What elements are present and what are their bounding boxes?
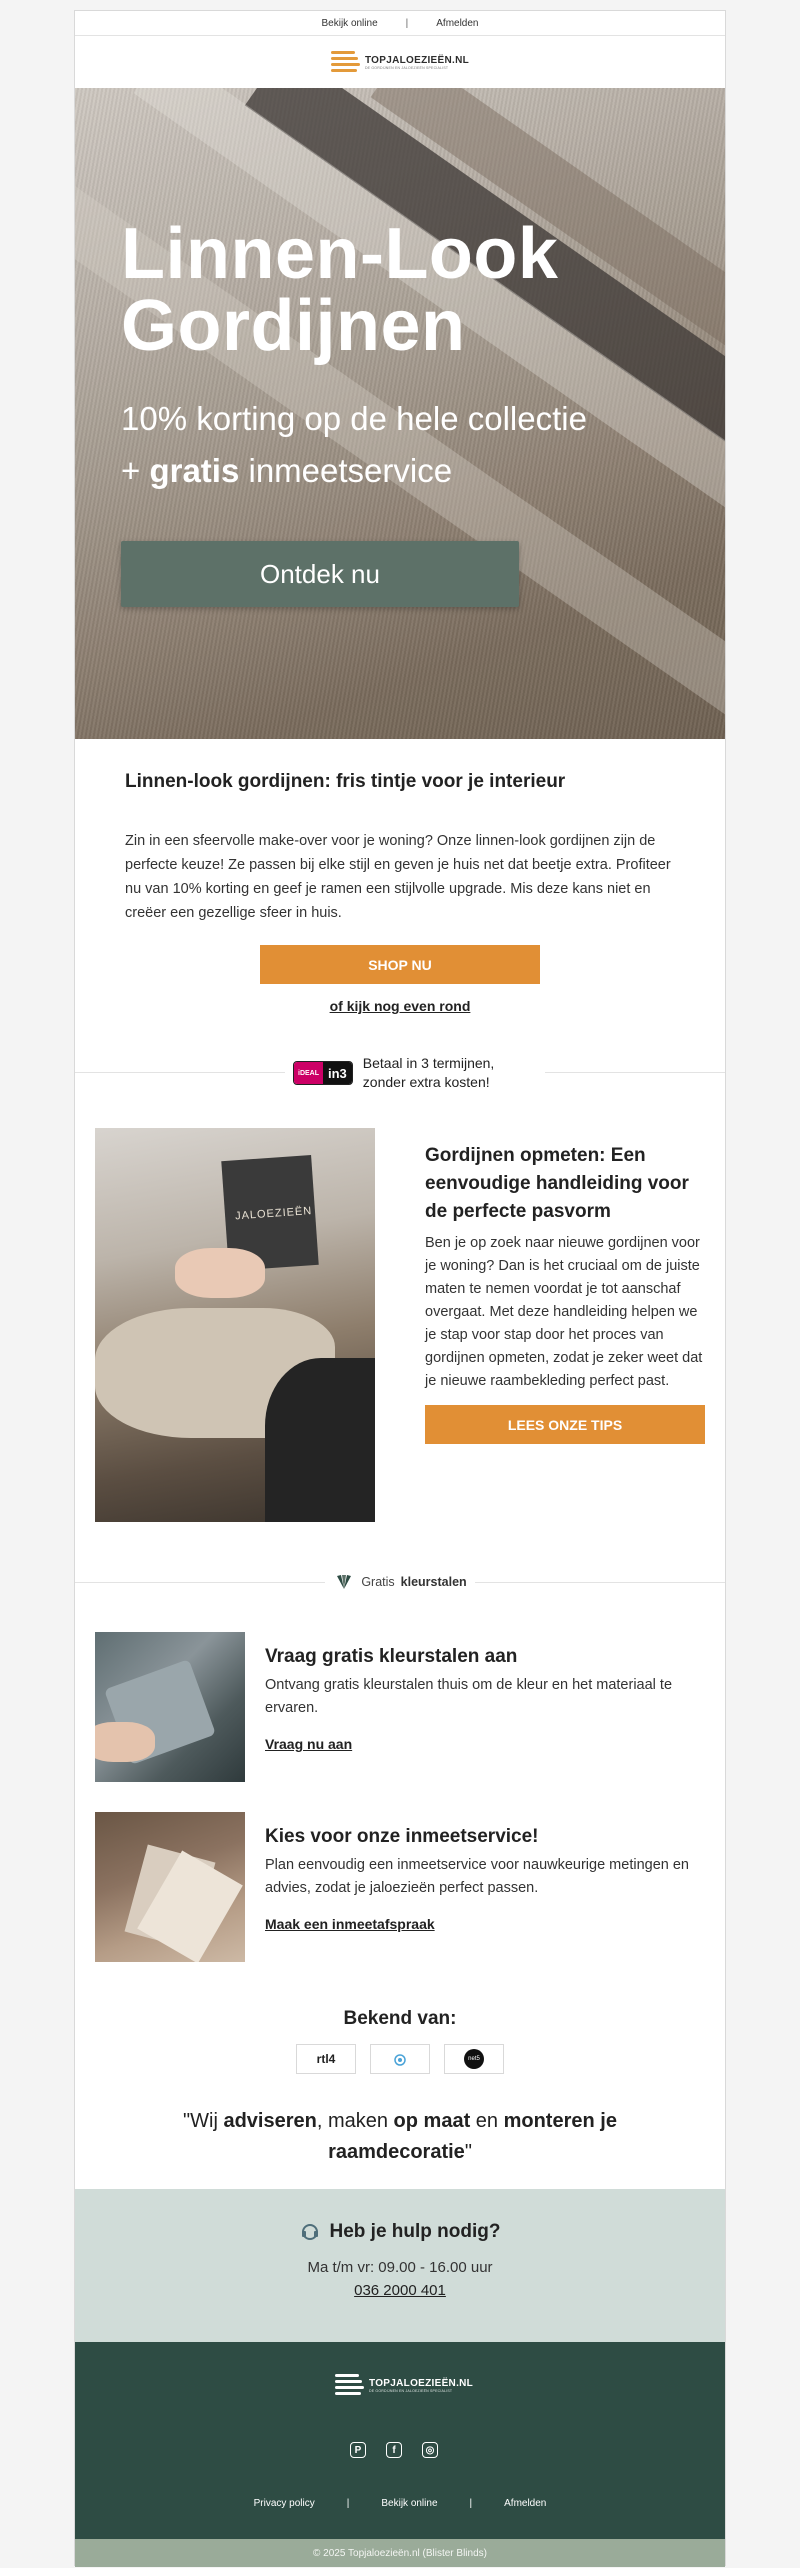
top-bar-separator: | [405, 17, 409, 29]
footer-logo-tagline: DE GORDIJNEN EN JALOEZIEËN SPECIALIST [369, 2388, 453, 2393]
hero-service: + gratis inmeetservice [121, 452, 453, 489]
sleeve-shape [265, 1358, 375, 1522]
shop-now-button[interactable]: SHOP NU [260, 945, 540, 984]
sample-request-heading: Vraag gratis kleurstalen aan [265, 1646, 518, 1667]
in3-badge: in3 [323, 1062, 352, 1084]
footer-logo[interactable] [335, 2372, 473, 2398]
slogan-quote: "Wij adviseren, maken op maat en monteren je raamdecoratie" [183, 2110, 617, 2163]
known-from-heading: Bekend van: [343, 2008, 457, 2029]
measure-service-body: Plan eenvoudig een inmeetservice voor nauwkeurige metingen en advies, zodat je jaloezieën perfect passen. [265, 1857, 689, 1896]
footer-links [75, 2498, 725, 2509]
sample-request-card [75, 1632, 725, 1782]
social-links [350, 2442, 438, 2458]
hero-banner[interactable] [75, 88, 725, 739]
payment-divider [75, 1048, 725, 1098]
intro-heading: Linnen-look gordijnen: fris tintje voor je interieur [125, 771, 566, 792]
sample-request-body: Ontvang gratis kleurstalen thuis om de kleur en het materiaal te ervaren. [265, 1677, 673, 1716]
in3-payment-info [285, 1048, 545, 1098]
browse-link[interactable]: of kijk nog even rond [329, 998, 471, 1014]
top-bar [75, 11, 725, 36]
footer-unsubscribe-link[interactable]: Afmelden [504, 2498, 547, 2509]
read-tips-button[interactable]: LEES ONZE TIPS [425, 1405, 705, 1444]
measuring-guide-image[interactable] [95, 1128, 375, 1522]
swatch-fan-icon [333, 1574, 355, 1590]
intro-body: Zin in een sfeervolle make-over voor je woning? Onze linnen-look gordijnen zijn de perfecte keuze! Ze passen bij elke stijl en geven je huis net dat beetje extra. Profiteer nu van 10% korting en geef je ramen een stijlvolle upgrade. Mis deze kans niet en creëer een gezellige sfeer in huis. [125, 833, 671, 921]
hero-title-line2: Gordijnen [121, 286, 466, 366]
brand-logo[interactable] [331, 49, 469, 75]
headset-icon [300, 2222, 320, 2242]
hero-title [121, 214, 559, 366]
phone-link[interactable]: 036 2000 401 [354, 2282, 446, 2299]
logo-name: TOPJALOEZIEËN.NL [364, 54, 470, 66]
hero-title-line1: Linnen-Look [121, 214, 559, 294]
footer-view-online-link[interactable]: Bekijk online [381, 2498, 438, 2509]
free-samples-label: Gratis kleurstalen [325, 1570, 475, 1594]
hand-shape [175, 1248, 265, 1298]
pinterest-icon[interactable]: P [350, 2442, 366, 2458]
request-now-link[interactable]: Vraag nu aan [265, 1736, 353, 1752]
logo-blinds-icon [331, 49, 361, 75]
hero-discount: 10% korting op de hele collectie [121, 400, 587, 437]
instagram-icon[interactable]: ◎ [422, 2442, 438, 2458]
view-online-link[interactable]: Bekijk online [321, 17, 378, 29]
guide-body: Ben je op zoek naar nieuwe gordijnen voor je woning? Dan is het cruciaal om de juiste maten te nemen voordat je tot aanschaf overgaat. Met deze handleiding helpen we je stap voor stap door het proces van gordijnen opmeten, zodat je zeker weet dat je nieuwe raambekleding perfect past. [425, 1235, 703, 1389]
sample-request-image[interactable] [95, 1632, 245, 1782]
footer-separator: | [469, 2498, 473, 2509]
footer-logo-name: TOPJALOEZIEËN.NL [369, 2377, 474, 2389]
ideal-in3-logo [293, 1061, 353, 1085]
copyright-bar: © 2025 Topjaloezieën.nl (Blister Blinds) [75, 2539, 725, 2567]
press-logos [75, 2044, 725, 2074]
intro-section [75, 739, 725, 925]
net5-logo: net5 [444, 2044, 504, 2074]
rtl4-logo: rtl4 [296, 2044, 356, 2074]
guide-heading: Gordijnen opmeten: Een eenvoudige handleiding voor de perfecte pasvorm [425, 1145, 689, 1222]
footer-separator: | [346, 2498, 350, 2509]
ideal-badge: iDEAL [294, 1062, 323, 1084]
book-measurement-link[interactable]: Maak een inmeetafspraak [265, 1916, 435, 1932]
samples-divider [75, 1562, 725, 1602]
logo-blinds-icon [335, 2372, 365, 2398]
discover-now-button[interactable]: Ontdek nu [121, 541, 519, 607]
header-logo-row [75, 36, 725, 88]
measure-service-heading: Kies voor onze inmeetservice! [265, 1826, 539, 1847]
email-container [74, 10, 726, 2566]
measure-service-image[interactable] [95, 1812, 245, 1962]
help-section [75, 2189, 725, 2342]
footer [75, 2342, 725, 2539]
logo-tagline: DE GORDIJNEN EN JALOEZIEËN SPECIALIST [364, 65, 449, 70]
facebook-icon[interactable]: f [386, 2442, 402, 2458]
unsubscribe-link[interactable]: Afmelden [436, 17, 479, 29]
sample-box: JALOEZIEËN [221, 1155, 318, 1271]
measure-service-card [75, 1812, 725, 1962]
help-heading: Heb je hulp nodig? [75, 2221, 725, 2243]
media-drop-logo [370, 2044, 430, 2074]
measuring-guide-section [75, 1098, 725, 1522]
opening-hours: Ma t/m vr: 09.00 - 16.00 uur [307, 2259, 493, 2276]
privacy-policy-link[interactable]: Privacy policy [253, 2498, 315, 2509]
in3-text: Betaal in 3 termijnen, zonder extra kosten! [362, 1055, 495, 1090]
